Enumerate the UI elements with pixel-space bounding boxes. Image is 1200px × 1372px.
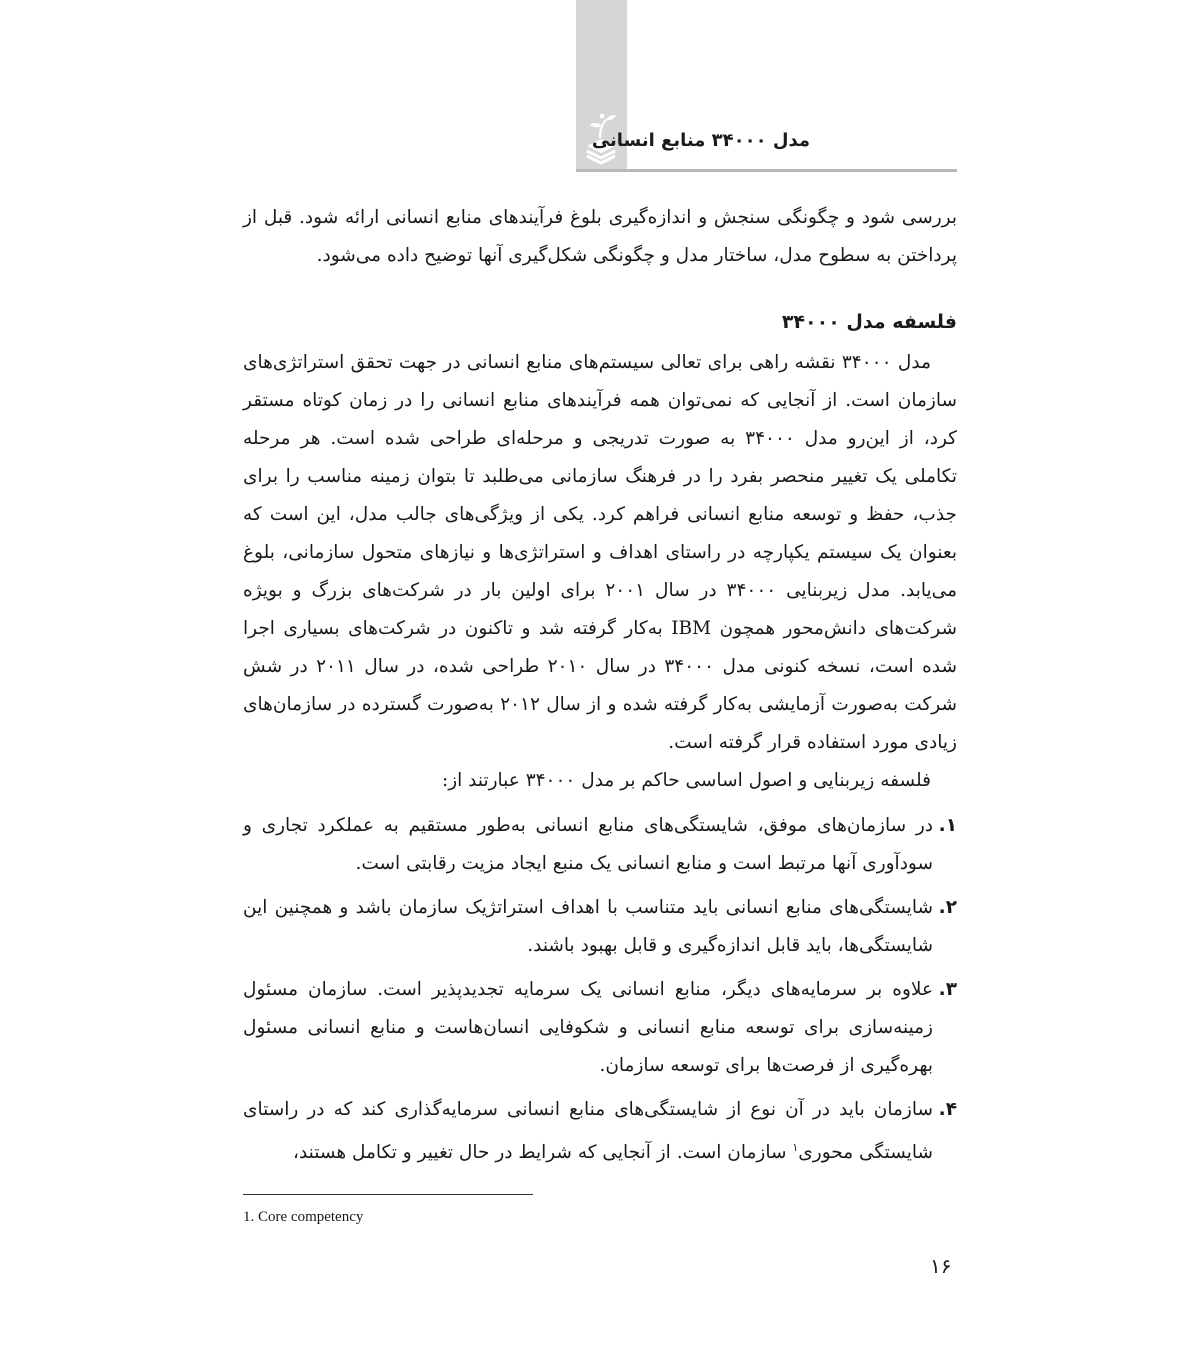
list-text: شایستگی‌های منابع انسانی باید متناسب با اهداف استراتژیک سازمان باشد و همچنین این شایستگی‌ها، باید قابل اندازه‌گیری و قابل بهبود باشند. — [243, 897, 933, 956]
header-rule — [576, 169, 957, 172]
intro-line: پرداختن به سطوح مدل، ساختار مدل و چگونگی شکل‌گیری آنها توضیح داده می‌شود. — [316, 245, 957, 266]
running-header-title: مدل ۳۴۰۰۰ منابع انسانی — [591, 130, 810, 151]
intro-paragraph — [243, 199, 957, 275]
list-text: علاوه بر سرمایه‌های دیگر، منابع انسانی یک سرمایه تجدیدپذیر است. سازمان مسئول زمینه‌سازی برای توسعه منابع انسانی و شکوفایی انسان‌هاست و منابع انسانی مسئول بهره‌گیری از فرصت‌ها برای توسعه سازمان. — [243, 979, 933, 1076]
list-item — [243, 807, 957, 883]
list-text — [243, 1091, 933, 1172]
intro-line: بررسی شود و چگونگی سنجش و اندازه‌گیری بلوغ فرآیندهای منابع انسانی ارائه شود. قبل از — [243, 207, 957, 228]
section-paragraph: مدل ۳۴۰۰۰ نقشه راهی برای تعالی سیستم‌های منابع انسانی در جهت تحقق استراتژی‌های سازمان است. از آنجایی که نمی‌توان همه فرآیندهای منابع انسانی را در زمان کوتاه مستقر کرد، از این‌رو مدل ۳۴۰۰۰ به صورت تدریجی و مرحله‌ای طراحی شده است. هر مرحله تکاملی یک تغییر منحصر بفرد را در فرهنگ سازمانی می‌طلبد تا بتوان زمینه مناسب را برای جذب، حفظ و توسعه منابع انسانی فراهم کرد. یکی از ویژگی‌های جالب مدل، این است که بعنوان یک سیستم یکپارچه در راستای اهداف و استراتژی‌ها و نیازهای متحول سازمانی، بلوغ می‌یابد. مدل زیربنایی ۳۴۰۰۰ در سال ۲۰۰۱ برای اولین بار در شرکت‌های بزرگ و بویژه شرکت‌های دانش‌محور همچون IBM به‌کار گرفته شد و تاکنون در شرکت‌های بسیاری اجرا شده است، نسخه کنونی مدل ۳۴۰۰۰ در سال ۲۰۱۰ طراحی شده، در سال ۲۰۱۱ در شش شرکت به‌صورت آزمایشی به‌کار گرفته شده و از سال ۲۰۱۲ به‌صورت گسترده در سازمان‌های زیادی مورد استفاده قرار گرفته است. — [243, 352, 957, 753]
section-heading: فلسفه مدل ۳۴۰۰۰ — [781, 311, 957, 333]
footnote-rule — [243, 1194, 533, 1195]
list-number: ۳. — [938, 979, 957, 1000]
list-item — [243, 971, 957, 1085]
list-item — [243, 1091, 957, 1172]
list-number: ۴. — [938, 1099, 957, 1120]
list-text-part: سازمان است. از آنجایی که شرایط در حال تغییر و تکامل هستند، — [293, 1142, 793, 1164]
list-text: در سازمان‌های موفق، شایستگی‌های منابع انسانی به‌طور مستقیم به عملکرد تجاری و سودآوری آنها مرتبط است و منابع انسانی یک منبع ایجاد مزیت رقابتی است. — [243, 815, 933, 874]
footnote: 1. Core competency — [243, 1209, 364, 1225]
page-number: ۱۶ — [930, 1254, 952, 1278]
footnote-reference[interactable]: ۱ — [792, 1141, 799, 1154]
list-text-part: سازمان باید در آن نوع از شایستگی‌های منابع انسانی سرمایه‌گذاری کند که در راستای شایستگی محوری — [243, 1099, 933, 1164]
list-item — [243, 889, 957, 965]
section-paragraph: فلسفه زیربنایی و اصول اساسی حاکم بر مدل ۳۴۰۰۰ عبارتند از: — [441, 770, 931, 791]
list-number: ۲. — [938, 897, 957, 918]
section-body — [243, 344, 957, 800]
list-number: ۱. — [938, 815, 957, 836]
